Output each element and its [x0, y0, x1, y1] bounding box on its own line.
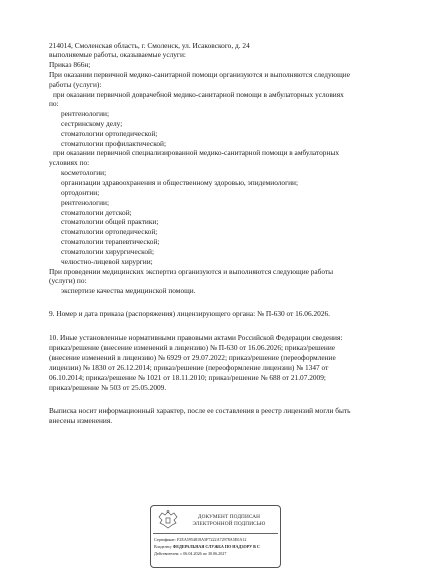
- text-line: 06.10.2014; приказ/решение № 1021 от 18.11.2010; приказ/решение № 688 от 21.07.2009;: [49, 373, 326, 382]
- text-line: при оказании первичной специализированной медико-санитарной помощи в амбулаторных: [53, 148, 339, 157]
- text-line: приказ/решение № 503 от 25.05.2009.: [49, 383, 167, 392]
- list-item: ортодонтии;: [61, 188, 100, 197]
- list-item: организации здравоохранения и общественному здоровью, эпидемиологии;: [61, 178, 299, 187]
- list-item: стоматологии детской;: [61, 208, 132, 217]
- list-item: косметологии;: [61, 168, 107, 177]
- text-line: работы (услуги):: [49, 80, 102, 89]
- text-line: (внесение изменений в лицензию) № 6929 от 29.07.2022; приказ/решение (переоформление: [49, 353, 336, 362]
- stamp-divider: [153, 533, 278, 534]
- list-item: стоматологии хирургической;: [61, 247, 154, 256]
- owner-label: Владелец:: [154, 544, 172, 549]
- stamp-subtitle: ЭЛЕКТРОННОЙ ПОДПИСЬЮ: [192, 521, 266, 527]
- list-item: рентгенологии;: [61, 109, 109, 118]
- list-item: стоматологии профилактической;: [61, 139, 167, 148]
- list-item: рентгенологии;: [61, 198, 109, 207]
- disclaimer-text: Выписка носит информационный характер, после ее составления в реестр лицензий могли быть: [49, 406, 351, 415]
- list-item: челюстно-лицевой хирургии;: [61, 257, 153, 266]
- certificate-row: [154, 537, 278, 543]
- validity-label: Действителен:: [154, 551, 180, 556]
- text-line: лицензии) № 1830 от 26.12.2014; приказ/решение (переоформление лицензии) № 1347 от: [49, 363, 329, 372]
- list-item: экспертизе качества медицинской помощи.: [61, 286, 196, 295]
- disclaimer-text: внесены изменения.: [49, 416, 113, 425]
- section-10-heading: 10. Иные установленные нормативными правовыми актами Российской Федерации сведения:: [49, 333, 343, 342]
- list-item: сестринскому делу;: [61, 119, 123, 128]
- validity-row: [154, 551, 278, 557]
- validity-value: с 06.04.2026 по 30.06.2027: [180, 551, 227, 556]
- certificate-label: Сертификат:: [154, 537, 176, 542]
- section-9: 9. Номер и дата приказа (распоряжения) лицензирующего органа: № П-630 от 16.06.2026.: [49, 309, 331, 318]
- owner-row: [154, 544, 278, 550]
- text-line: приказ/решение (внесение изменений в лицензию) № П-630 от 16.06.2026; приказ/решение: [49, 343, 336, 352]
- text-line: Приказ 866н;: [49, 60, 91, 69]
- list-item: стоматологии ортопедической;: [61, 227, 158, 236]
- text-line: при оказании первичной доврачебной медико-санитарной помощи в амбулаторных условиях: [53, 90, 344, 99]
- stamp-title: ДОКУМЕНТ ПОДПИСАН: [197, 514, 261, 520]
- certificate-value: F2EA5954818A5F7222A72978A5E0A12: [177, 537, 247, 542]
- coat-of-arms-icon: [154, 509, 182, 531]
- list-item: стоматологии общей практики;: [61, 217, 159, 226]
- text-line: При проведении медицинских экспертиз организуются и выполняются следующие работы: [49, 267, 334, 276]
- text-line: условиях по:: [49, 158, 90, 167]
- list-item: стоматологии ортопедической;: [61, 129, 158, 138]
- electronic-signature-stamp: [150, 505, 281, 568]
- owner-value: ФЕДЕРАЛЬНАЯ СЛУЖБА ПО НАДЗОРУ В С: [172, 544, 260, 549]
- text-line: При оказании первичной медико-санитарной помощи организуются и выполняются следующие: [49, 70, 350, 79]
- text-line: по:: [49, 99, 59, 108]
- text-line: выполняемые работы, оказываемые услуги:: [49, 50, 186, 59]
- list-item: стоматологии терапевтической;: [61, 237, 160, 246]
- text-line: (услуги) по:: [49, 276, 87, 285]
- address-line: 214014, Смоленская область, г. Смоленск, ул. Исаковского, д. 24: [49, 41, 250, 50]
